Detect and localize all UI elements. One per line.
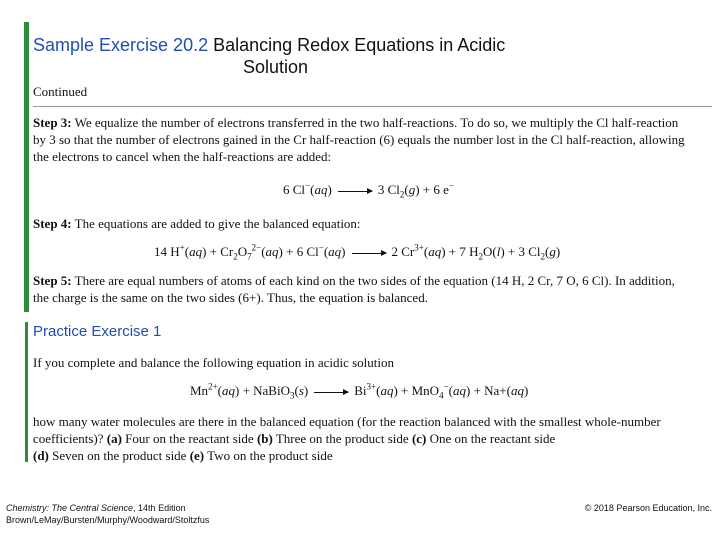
question-text: how many water molecules are there in the balanced equation (for the reaction balanced with the smallest whole-number coefficients)? (33, 414, 661, 446)
arrow-icon (314, 392, 348, 393)
equation-practice: $Mn^{2+}(aq)$ + NaBiO$_3$(s) $Bi^{3+}(aq) + MnO_4^-(aq) + Na+(aq)$ (190, 381, 529, 401)
option-a-letter: (a) (106, 431, 122, 446)
option-a-text: Four on the reactant side (125, 431, 254, 446)
title-rest-line2: Solution (243, 57, 309, 77)
step5-label: Step 5: (33, 273, 72, 288)
footer-edition: , 14th Edition (133, 503, 186, 513)
page-title (33, 34, 505, 78)
continued-label: Continued (33, 84, 88, 99)
title-rest-line1: Balancing Redox Equations in Acidic (213, 35, 506, 55)
footer-authors: Brown/LeMay/Bursten/Murphy/Woodward/Stoltzfus (6, 515, 210, 525)
footer-copyright: © 2018 Pearson Education, Inc. (584, 503, 712, 513)
arrow-icon (338, 191, 372, 192)
step3-label: Step 3: (33, 115, 72, 130)
practice-intro: If you complete and balance the following equation in acidic solution (33, 355, 395, 370)
option-d-text: Seven on the product side (52, 448, 187, 463)
accent-bar-bottom (25, 322, 28, 462)
option-e-letter: (e) (189, 448, 205, 463)
step3-text: We equalize the number of electrons transferred in the two half-reactions. To do so, we multiply the Cl half-reaction by 3 so that the number of electrons gained in the Cr half-reaction (6) equals the number lost in the Cl half-reaction, allowing the electrons to cancel when the half-reactions are added: (33, 115, 685, 164)
option-c-letter: (c) (411, 431, 427, 446)
step4-label: Step 4: (33, 216, 72, 231)
step4-paragraph (33, 215, 688, 232)
accent-bar-top (24, 22, 29, 312)
practice-question (33, 413, 688, 464)
equation-cl-half: 6 Cl−(aq) 3 $Cl_2(g) + 6$ e− (283, 180, 454, 200)
divider (33, 106, 712, 107)
option-b-letter: (b) (256, 431, 273, 446)
arrow-icon (352, 253, 386, 254)
option-c-text: One on the reactant side (429, 431, 556, 446)
footer-citation (6, 502, 209, 526)
step5-paragraph (33, 272, 688, 306)
footer-book-title: Chemistry: The Central Science (6, 503, 134, 513)
option-d-letter: (d) (33, 448, 49, 463)
practice-title: Practice Exercise 1 (33, 323, 162, 340)
step5-text: There are equal numbers of atoms of each kind on the two sides of the equation (14 H, 2 Cr, 7 O, 6 Cl). In addition, the charge is the same on the two sides (6+). Thus, the equation is balanced. (33, 273, 675, 305)
option-b-text: Three on the product side (275, 431, 409, 446)
option-e-text: Two on the product side (207, 448, 333, 463)
title-lead: Sample Exercise 20.2 (33, 35, 209, 55)
step4-text: The equations are added to give the balanced equation: (74, 216, 361, 231)
step3-paragraph (33, 114, 688, 165)
equation-balanced: 14 $H^+(aq) + Cr_2O_7^{2-}(aq) + 6$ Cl−(aq) 2 $Cr^{3+}(aq) + 7$ $H_2O(l) + 3$ $Cl_2(g)$ (154, 242, 561, 262)
